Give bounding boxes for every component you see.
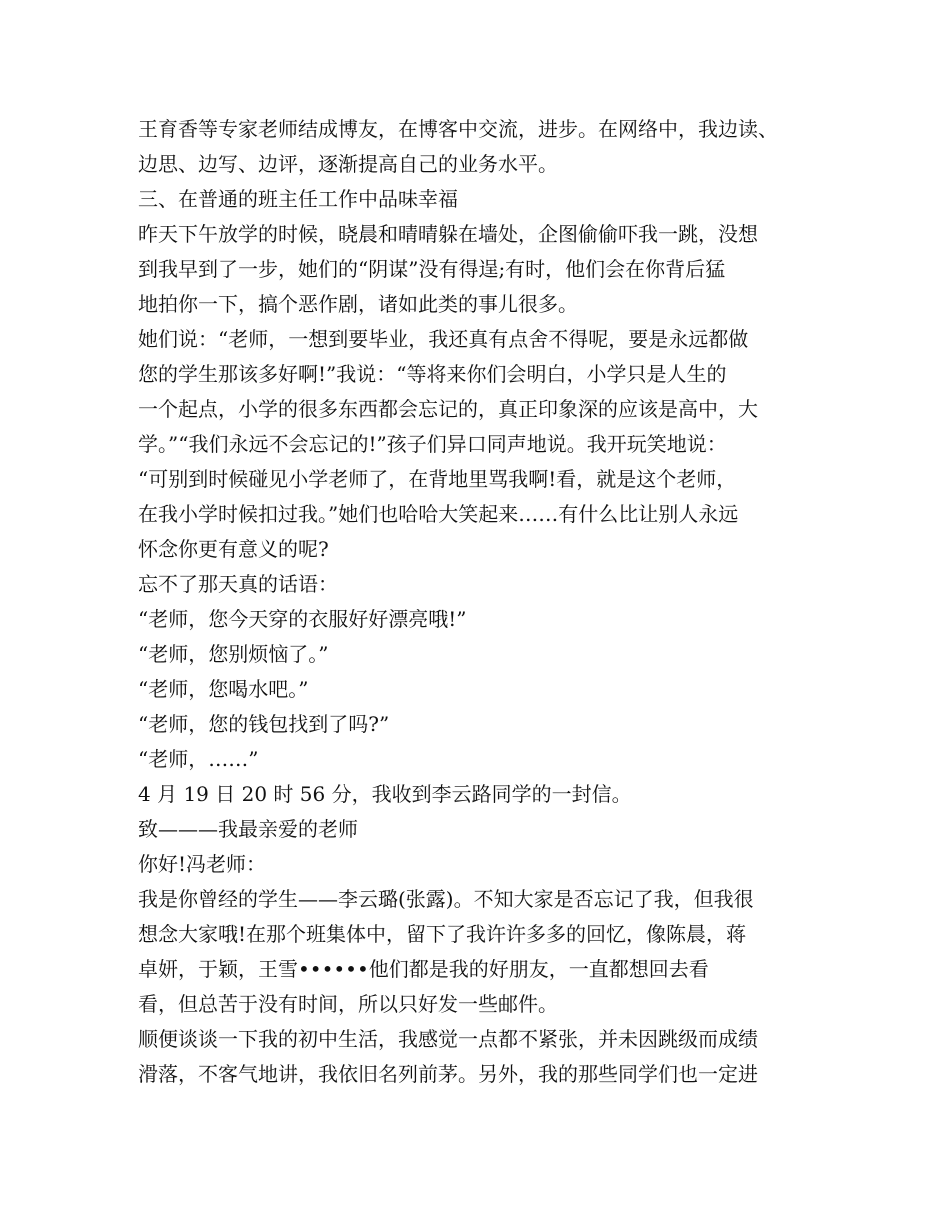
text-line: 边思、边写、边评，逐渐提高自己的业务水平。	[138, 152, 558, 176]
text-line: 到我早到了一步，她们的“阴谋”没有得逞;有时，他们会在你背后猛	[138, 257, 726, 281]
text-line: 怀念你更有意义的呢?	[138, 537, 329, 561]
text-line: 看，但总苦于没有时间，所以只好发一些邮件。	[138, 992, 558, 1016]
text-line: 卓妍，于颖，王雪••••••他们都是我的好朋友，一直都想回去看	[138, 957, 709, 981]
text-line: 在我小学时候扣过我。”她们也哈哈大笑起来……有什么比让别人永远	[138, 502, 739, 526]
quote-line: “老师，您别烦恼了。”	[138, 642, 329, 666]
letter-salutation: 你好!冯老师：	[138, 852, 267, 876]
text-line: 学。”“我们永远不会忘记的!”孩子们异口同声地说。我开玩笑地说：	[138, 432, 727, 456]
text-line: “可别到时候碰见小学老师了，在背地里骂我啊!看，就是这个老师，	[138, 467, 737, 491]
letter-heading: 致———我最亲爱的老师	[138, 817, 358, 841]
text-line: 地拍你一下，搞个恶作剧，诸如此类的事儿很多。	[138, 292, 578, 316]
document-body	[138, 112, 828, 1092]
text-line: 她们说：“老师，一想到要毕业，我还真有点舍不得呢，要是永远都做	[138, 327, 749, 351]
text-line: 王育香等专家老师结成博友，在博客中交流，进步。在网络中，我边读、	[138, 117, 778, 141]
quote-line: “老师，您喝水吧。”	[138, 677, 309, 701]
section-heading: 三、在普通的班主任工作中品味幸福	[138, 187, 458, 211]
text-line: 昨天下午放学的时候，晓晨和晴晴躲在墙处，企图偷偷吓我一跳，没想	[138, 222, 758, 246]
text-line: 我是你曾经的学生——李云璐(张露)。不知大家是否忘记了我，但我很	[138, 887, 754, 911]
text-line: 4 月 19 日 20 时 56 分，我收到李云路同学的一封信。	[138, 782, 632, 806]
quote-line: “老师，您的钱包找到了吗?”	[138, 712, 390, 736]
text-line: 想念大家哦!在那个班集体中，留下了我许许多多的回忆，像陈晨，蒋	[138, 922, 747, 946]
text-line: 一个起点，小学的很多东西都会忘记的，真正印象深的应该是高中，大	[138, 397, 758, 421]
text-line: 忘不了那天真的话语：	[138, 572, 338, 596]
quote-line: “老师，您今天穿的衣服好好漂亮哦!”	[138, 607, 467, 631]
quote-line: “老师，……”	[138, 747, 259, 771]
text-line: 您的学生那该多好啊!”我说：“等将来你们会明白，小学只是人生的	[138, 362, 727, 386]
text-line: 顺便谈谈一下我的初中生活，我感觉一点都不紧张，并未因跳级而成绩	[138, 1027, 758, 1051]
text-line: 滑落，不客气地讲，我依旧名列前茅。另外，我的那些同学们也一定进	[138, 1062, 758, 1086]
